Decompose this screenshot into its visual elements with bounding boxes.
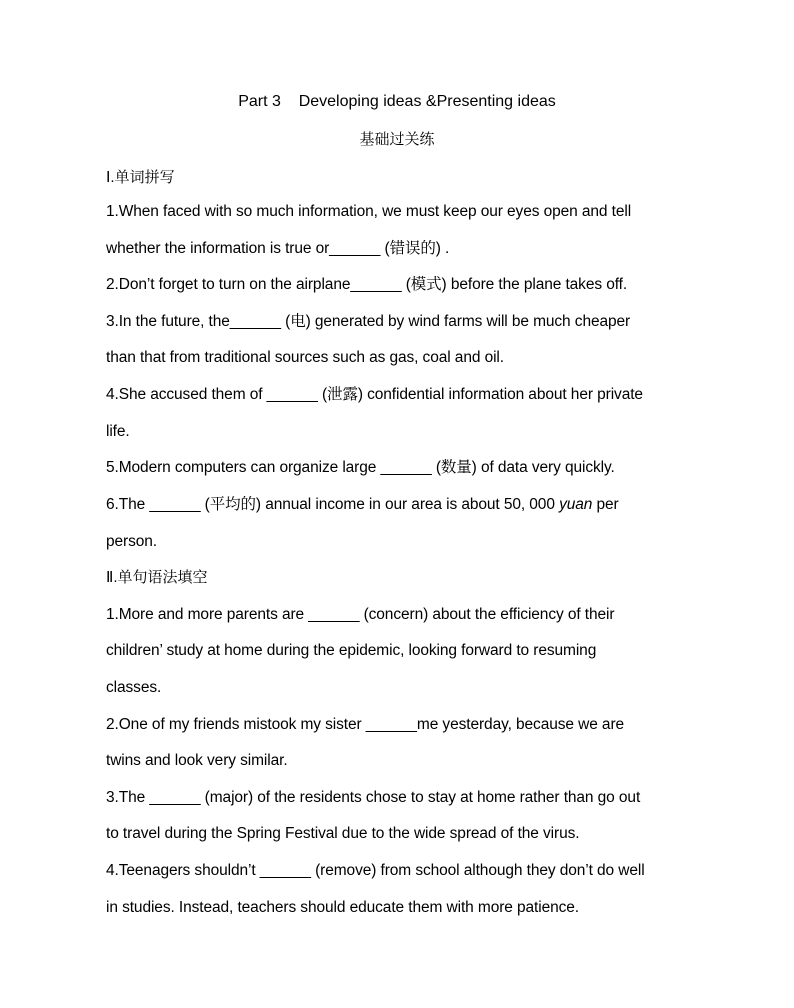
text-line: 4.She accused them of ______ (泄露) confidential information about her private [106, 386, 643, 403]
text-line: 3.In the future, the______ (电) generated by wind farms will be much cheaper [106, 313, 631, 330]
page-subtitle: 基础过关练 [359, 131, 435, 148]
text-line: 2.One of my friends mistook my sister ______me yesterday, because we are [106, 716, 625, 733]
text-line: children’ study at home during the epidemic, looking forward to resuming [106, 642, 597, 659]
page-title: Part 3 Developing ideas &Presenting ideas [238, 93, 556, 110]
text-line: 1.More and more parents are ______ (concern) about the efficiency of their [106, 606, 615, 623]
text-line: 6.The ______ (平均的) annual income in our area is about 50, 000 yuan per [106, 496, 619, 513]
text-line: 3.The ______ (major) of the residents chose to stay at home rather than go out [106, 789, 641, 806]
text-line: whether the information is true or______ (错误的) . [106, 240, 450, 257]
text-line: to travel during the Spring Festival due to the wide spread of the virus. [106, 825, 580, 842]
text-line: 1.When faced with so much information, we must keep our eyes open and tell [106, 203, 632, 220]
text-line: person. [106, 533, 157, 550]
text-line: 5.Modern computers can organize large ______ (数量) of data very quickly. [106, 459, 615, 476]
text-line: 2.Don’t forget to turn on the airplane______ (模式) before the plane takes off. [106, 276, 628, 293]
text-line: 4.Teenagers shouldn’t ______ (remove) from school although they don’t do well [106, 862, 645, 879]
text-line: in studies. Instead, teachers should educate them with more patience. [106, 899, 580, 916]
text-line: classes. [106, 679, 162, 696]
section-heading-grammar: Ⅱ.单句语法填空 [106, 569, 208, 586]
text-line: life. [106, 423, 130, 440]
text-line: than that from traditional sources such as gas, coal and oil. [106, 349, 504, 366]
italic-word: yuan [559, 496, 593, 513]
text-line: twins and look very similar. [106, 752, 288, 769]
section-heading-spelling: Ⅰ.单词拼写 [106, 169, 175, 186]
